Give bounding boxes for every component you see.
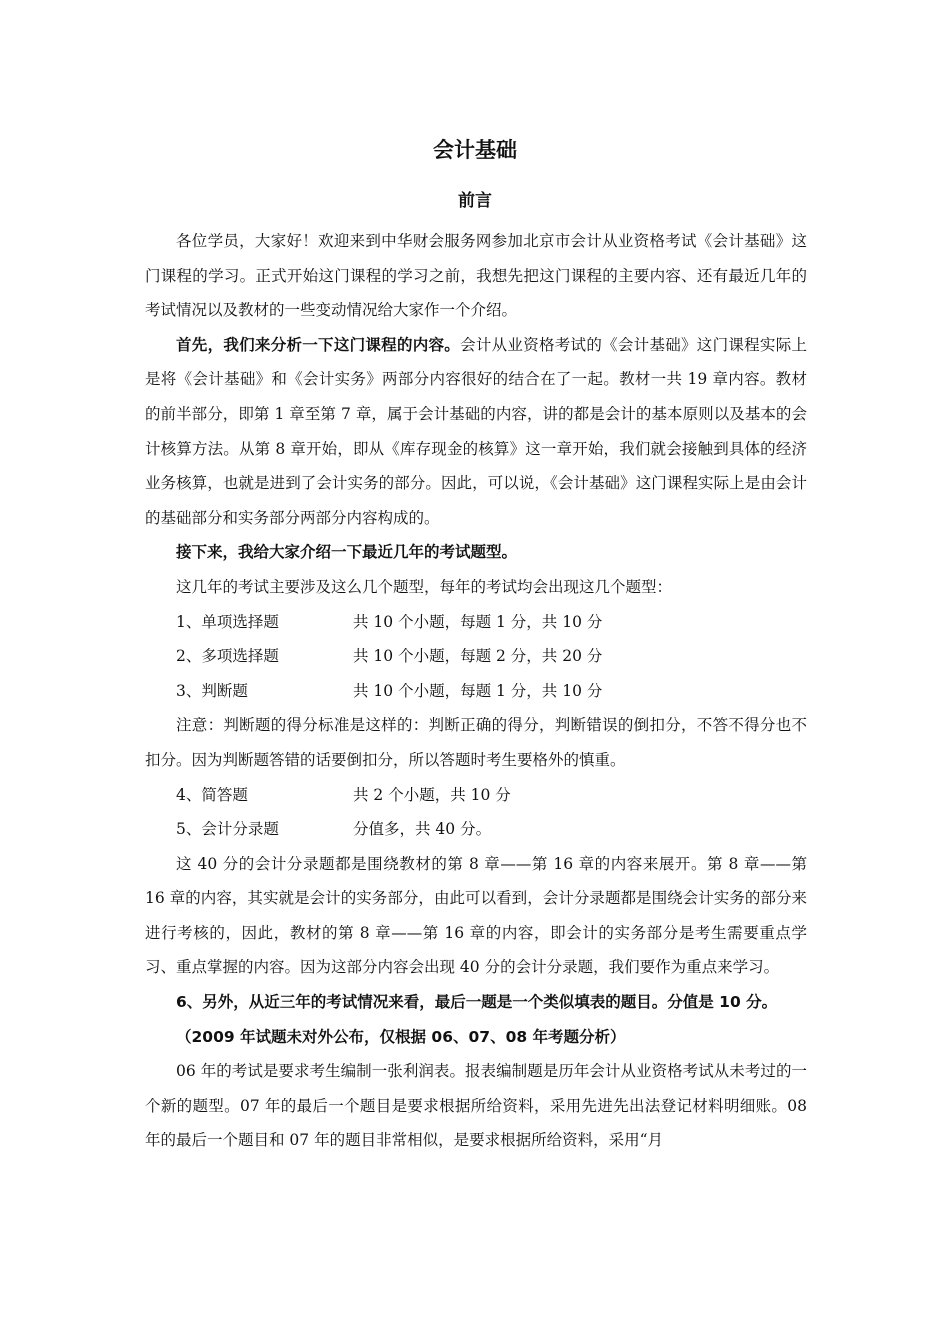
- question-type-row: [145, 812, 807, 847]
- paragraph-exam-types-intro: 这几年的考试主要涉及这么几个题型，每年的考试均会出现这几个题型：: [176, 577, 673, 596]
- question-type-name: 5、会计分录题: [176, 820, 279, 839]
- paragraph-exam-types-heading: 接下来，我给大家介绍一下最近几年的考试题型。: [176, 543, 518, 562]
- paragraph-past-exams: 06 年的考试是要求考生编制一张利润表。报表编制题是历年会计从业资格考试从未考过的一个新的题型。07 年的最后一个题目是要求根据所给资料，采用先进先出法登记材料明细账。08 年的最后一个题目和 07 年的题目非常相似，是要求根据所给资料，采用“月: [145, 1062, 807, 1150]
- question-type-desc: 共 10 个小题，每题 2 分，共 20 分: [353, 647, 603, 666]
- document-title: 会计基础: [433, 138, 517, 162]
- question-type-name: 4、简答题: [176, 785, 248, 804]
- question-type-desc: 共 2 个小题，共 10 分: [353, 785, 511, 804]
- question-type-desc: 共 10 个小题，每题 1 分，共 10 分: [353, 612, 603, 631]
- section-heading-preface: 前言: [458, 191, 492, 211]
- question-type-desc: 共 10 个小题，每题 1 分，共 10 分: [353, 681, 603, 700]
- question-type-name: 3、判断题: [176, 681, 248, 700]
- question-type-row: [145, 639, 807, 674]
- paragraph-text: 会计从业资格考试的《会计基础》这门课程实际上是将《会计基础》和《会计实务》两部分内容很好的结合在了一起。教材一共 19 章内容。教材的前半部分，即第 1 章至第 7 章，属于会计基础的内容，讲的都是会计的基本原则以及基本的会计核算方法。从第 8 章开始，即从《库存现金的核算》这一章开始，我们就会接触到具体的经济业务核算，也就是进到了会计实务的部分。因此，可以说，《会计基础》这门课程实际上是由会计的基础部分和实务部分两部分内容构成的。: [145, 335, 807, 527]
- question-type-row: [145, 605, 807, 640]
- paragraph-course-content: [145, 328, 807, 536]
- paragraph-final-question-bold: 6、另外，从近三年的考试情况来看，最后一题是一个类似填表的题目。分值是 10 分。: [176, 993, 778, 1012]
- paragraph-lead-bold: 首先，我们来分析一下这门课程的内容。: [176, 335, 461, 354]
- question-type-name: 2、多项选择题: [176, 647, 279, 666]
- question-type-row: [145, 778, 807, 813]
- paragraph-welcome: 各位学员，大家好！欢迎来到中华财会服务网参加北京市会计从业资格考试《会计基础》这门课程的学习。正式开始这门课程的学习之前，我想先把这门课程的主要内容、还有最近几年的考试情况以及教材的一些变动情况给大家作一个介绍。: [145, 232, 807, 320]
- paragraph-analysis-note-bold: （2009 年试题未对外公布，仅根据 06、07、08 年考题分析）: [176, 1027, 626, 1046]
- document-body: [145, 224, 807, 1158]
- question-type-row: [145, 674, 807, 709]
- question-type-desc: 分值多，共 40 分。: [353, 820, 492, 839]
- paragraph-journal-entries: 这 40 分的会计分录题都是围绕教材的第 8 章——第 16 章的内容来展开。第 8 章——第 16 章的内容，其实就是会计的实务部分，由此可以看到，会计分录题都是围绕会计实务的部分来进行考核的，因此，教材的第 8 章——第 16 章的内容，即会计的实务部分是考生需要重点学习、重点掌握的内容。因为这部分内容会出现 40 分的会计分录题，我们要作为重点来学习。: [145, 854, 807, 977]
- question-type-name: 1、单项选择题: [176, 612, 279, 631]
- paragraph-note: 注意：判断题的得分标准是这样的：判断正确的得分，判断错误的倒扣分，不答不得分也不扣分。因为判断题答错的话要倒扣分，所以答题时考生要格外的慎重。: [145, 716, 807, 769]
